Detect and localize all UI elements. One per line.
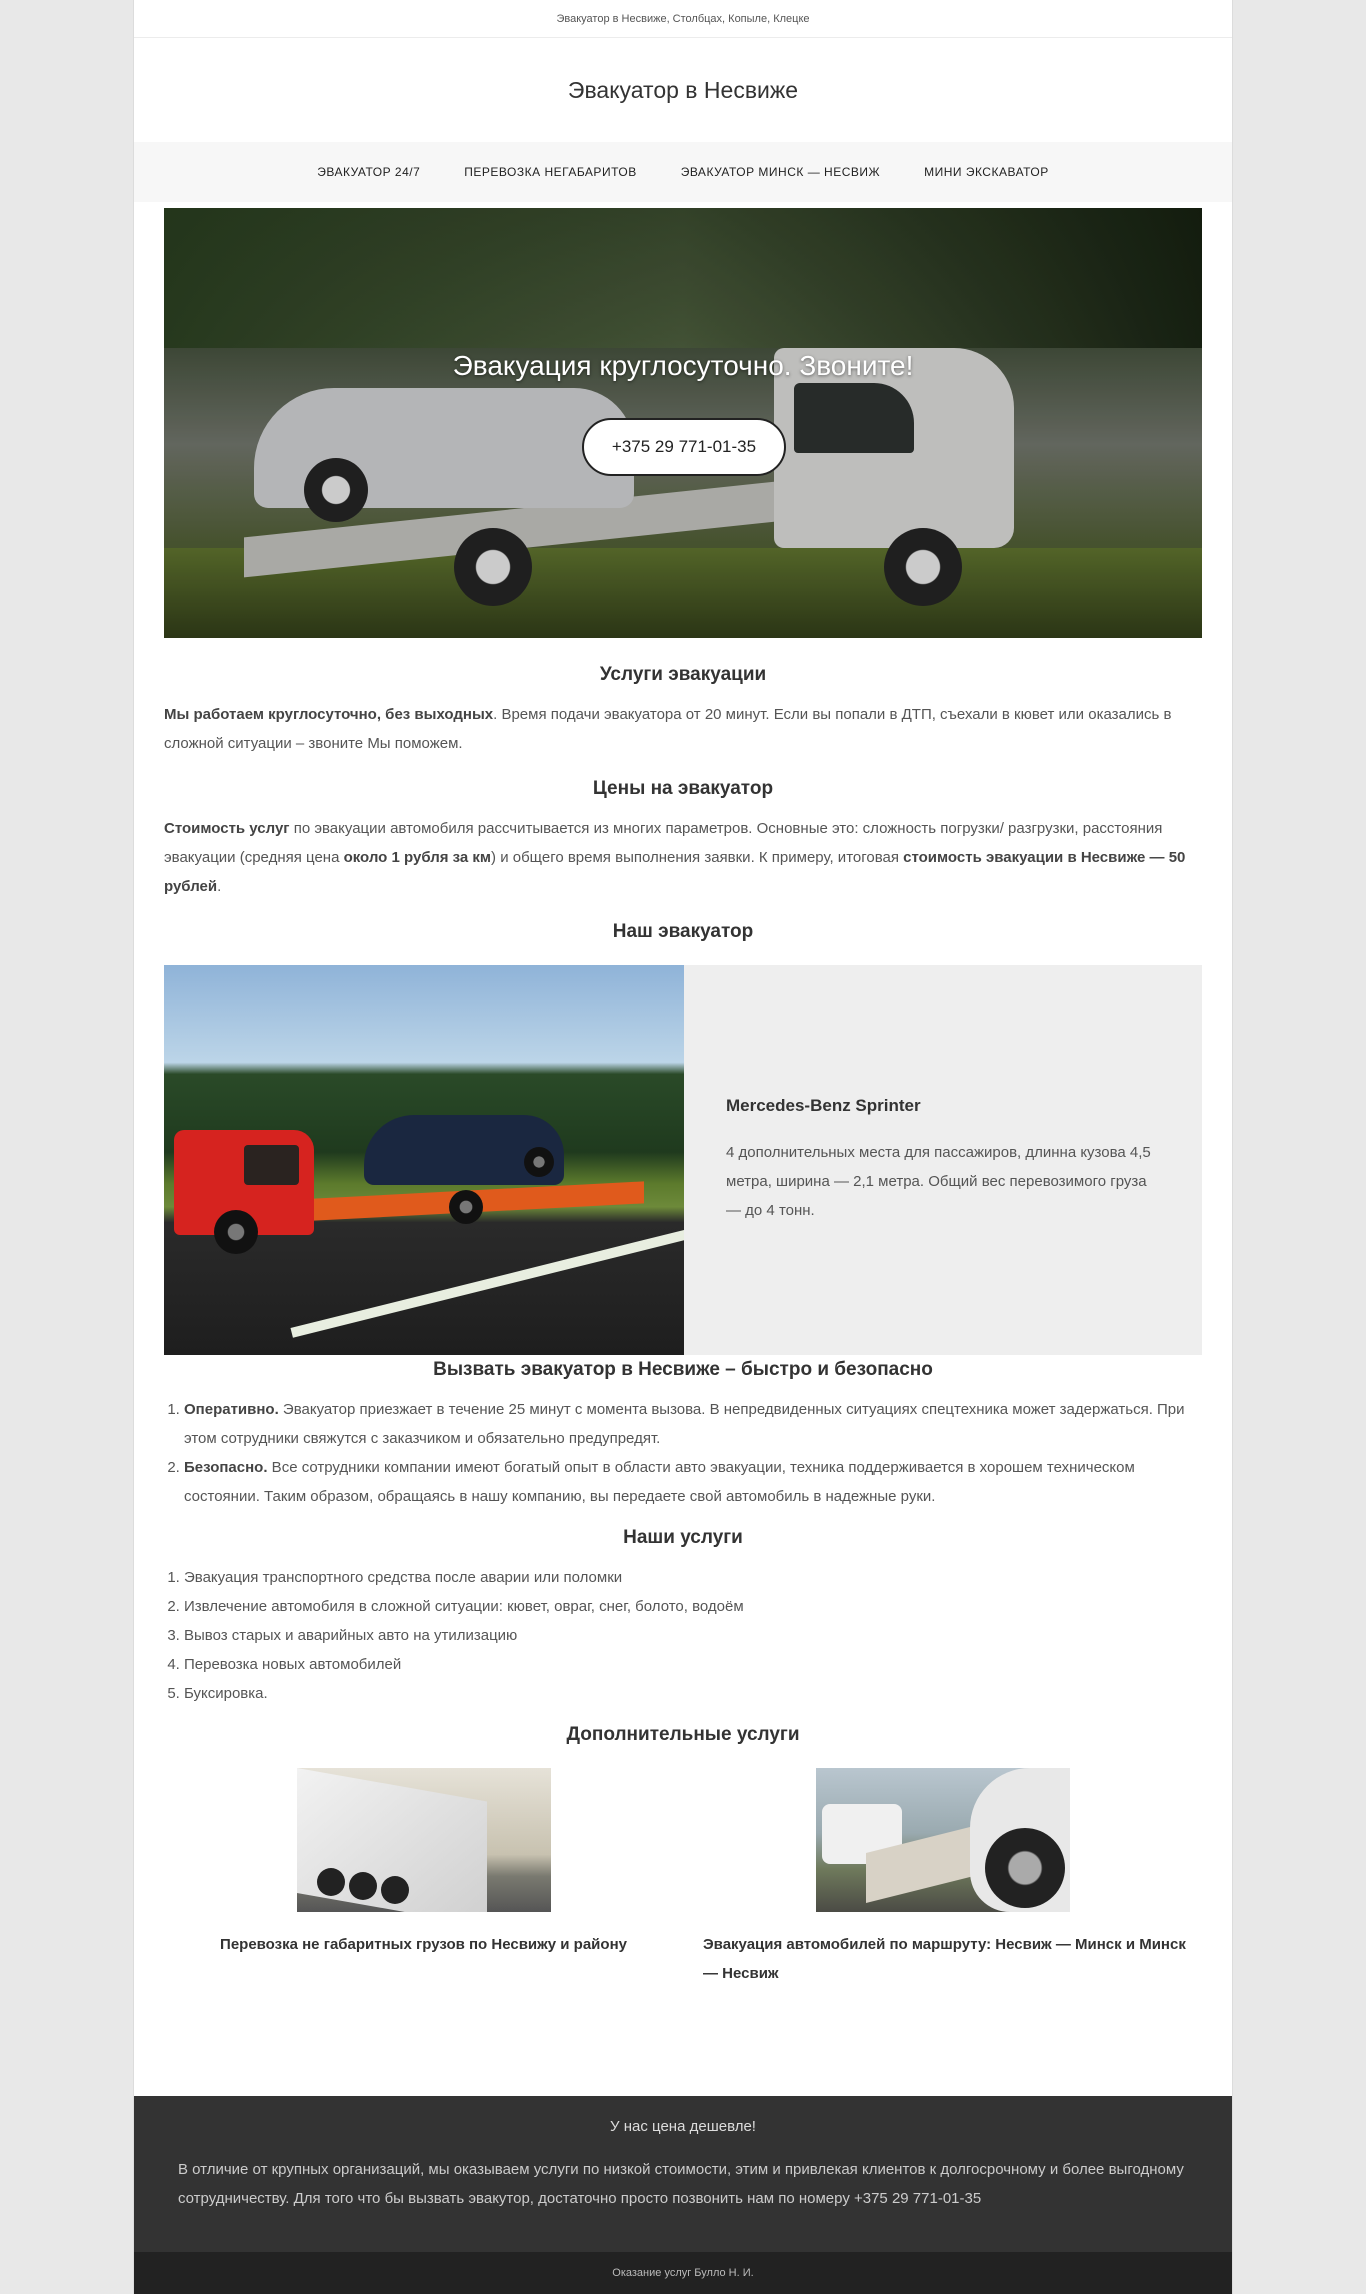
tow-truck-photo[interactable] bbox=[816, 1768, 1070, 1912]
extra-service-oversize[interactable] bbox=[164, 1768, 683, 1988]
prices-heading: Цены на эвакуатор bbox=[592, 778, 774, 799]
nav-item-mini-excavator[interactable]: МИНИ ЭКСКАВАТОР bbox=[924, 165, 1049, 179]
prices-text-1: по эвакуации автомобиля рассчитывается из многих параметров. Основные это: сложность погрузки/ разгрузки, расстояния эвакуации (средняя цена bbox=[164, 820, 1163, 866]
truck-model: Mercedes-Benz Sprinter bbox=[726, 1095, 921, 1115]
services-text bbox=[164, 700, 1202, 758]
nav-item-minsk-nesvizh[interactable]: ЭВАКУАТОР МИНСК — НЕСВИЖ bbox=[680, 165, 881, 179]
truck-feature bbox=[164, 965, 1202, 1355]
call-list bbox=[164, 1395, 1202, 1511]
main-navigation bbox=[134, 142, 1232, 202]
nav-item-evacuator-24-7[interactable]: ЭВАКУАТОР 24/7 bbox=[317, 165, 421, 179]
footer-copyright bbox=[134, 2252, 1232, 2294]
main-content bbox=[134, 208, 1232, 1988]
list-item: 4. Перевозка новых автомобилей bbox=[184, 1650, 1202, 1679]
services-heading: Услуги эвакуации bbox=[599, 664, 767, 685]
wheel-icon bbox=[985, 1828, 1065, 1908]
red-truck-window bbox=[244, 1145, 299, 1185]
prices-bold-1: Стоимость услуг bbox=[164, 820, 290, 837]
list-item: 5. Буксировка. bbox=[184, 1679, 1202, 1708]
our-services-heading: Наши услуги bbox=[623, 1527, 743, 1548]
prices-bold-2: около 1 рубля за км bbox=[343, 849, 492, 866]
wheel-icon bbox=[214, 1210, 258, 1254]
nav-item-oversize-transport[interactable]: ПЕРЕВОЗКА НЕГАБАРИТОВ bbox=[464, 165, 637, 179]
list-item: 3. Вывоз старых и аварийных авто на утилизацию bbox=[184, 1621, 1202, 1650]
footer-title: У нас цена дешевле! bbox=[610, 2118, 756, 2135]
footer-text: В отличие от крупных организаций, мы оказываем услуги по низкой стоимости, этим и привлекая клиентов к долгосрочному и более выгодному сотрудничеству. Для того что бы вызвать эвакутор, достаточно просто позвонить нам по номеру +375 29 771-01-35 bbox=[178, 2161, 1184, 2207]
list-item bbox=[184, 1395, 1202, 1453]
call-heading: Вызвать эвакуатор в Несвиже – быстро и безопасно bbox=[433, 1359, 933, 1380]
list-item-bold: Безопасно. bbox=[184, 1459, 268, 1476]
footer-widget bbox=[134, 2096, 1232, 2252]
call-phone-button[interactable]: +375 29 771-01-35 bbox=[582, 418, 786, 476]
prices-text-2: ) и общего время выполнения заявки. К примеру, итоговая bbox=[491, 849, 904, 866]
wheel-icon bbox=[449, 1190, 483, 1224]
wheel-icon bbox=[381, 1876, 409, 1904]
hero-banner bbox=[164, 208, 1202, 638]
wheel-icon bbox=[349, 1872, 377, 1900]
road-marking bbox=[291, 1202, 684, 1338]
page-container bbox=[133, 0, 1233, 2294]
list-item bbox=[184, 1453, 1202, 1511]
site-title-text[interactable]: Эвакуатор в Несвиже bbox=[567, 76, 799, 103]
prices-bold-3: стоимость эвакуации в Несвиже — 50 рублей bbox=[164, 849, 1186, 895]
hero-title: Эвакуация круглосуточно. Звоните! bbox=[452, 350, 914, 381]
prices-text-3: . bbox=[217, 878, 222, 895]
extra-services bbox=[164, 1768, 1202, 1988]
truck-photo bbox=[164, 965, 684, 1355]
list-item: 1. Эвакуация транспортного средства после аварии или поломки bbox=[184, 1563, 1202, 1592]
wheel-icon bbox=[524, 1147, 554, 1177]
prices-text bbox=[164, 814, 1202, 901]
extra-service-title[interactable]: Эвакуация автомобилей по маршруту: Несвиж — Минск и Минск — Несвиж bbox=[703, 1936, 1186, 1982]
extra-services-heading: Дополнительные услуги bbox=[566, 1724, 800, 1745]
extra-service-route[interactable] bbox=[683, 1768, 1202, 1988]
top-bar-text: Эвакуатор в Несвиже, Столбцах, Копыле, Клецке bbox=[556, 12, 810, 25]
our-truck-heading: Наш эвакуатор bbox=[612, 921, 754, 942]
copyright-text: Оказание услуг Булло Н. И. bbox=[612, 2267, 754, 2279]
extra-service-title[interactable]: Перевозка не габаритных грузов по Несвижу и району bbox=[220, 1936, 627, 1953]
semi-trailer-photo[interactable] bbox=[297, 1768, 551, 1912]
list-item-text: Все сотрудники компании имеют богатый опыт в области авто эвакуации, техника поддерживается в хорошем техническом состоянии. Таким образом, обращаясь в нашу компанию, вы передаете свой автомобиль в надежные руки. bbox=[184, 1459, 1135, 1505]
our-services-list bbox=[164, 1563, 1202, 1708]
site-title[interactable] bbox=[134, 38, 1232, 142]
list-item-text: Эвакуатор приезжает в течение 25 минут с момента вызова. В непредвиденных ситуациях спецтехника может задержаться. При этом сотрудники свяжутся с заказчиком и обязательно предупредят. bbox=[184, 1401, 1185, 1447]
truck-description: 4 дополнительных места для пассажиров, длинна кузова 4,5 метра, ширина — 2,1 метра. Общий вес перевозимого груза — до 4 тонн. bbox=[726, 1143, 1151, 1219]
list-item: 2. Извлечение автомобиля в сложной ситуации: кювет, овраг, снег, болото, водоём bbox=[184, 1592, 1202, 1621]
list-item-bold: Оперативно. bbox=[184, 1401, 279, 1418]
services-bold: Мы работаем круглосуточно, без выходных bbox=[164, 706, 494, 723]
top-bar bbox=[134, 0, 1232, 38]
wheel-icon bbox=[317, 1868, 345, 1896]
truck-info bbox=[684, 965, 1202, 1355]
services-rest: . Время подачи эвакуатора от 20 минут. Если вы попали в ДТП, съехали в кювет или оказались в сложной ситуации – звоните Мы поможем. bbox=[164, 706, 1172, 752]
